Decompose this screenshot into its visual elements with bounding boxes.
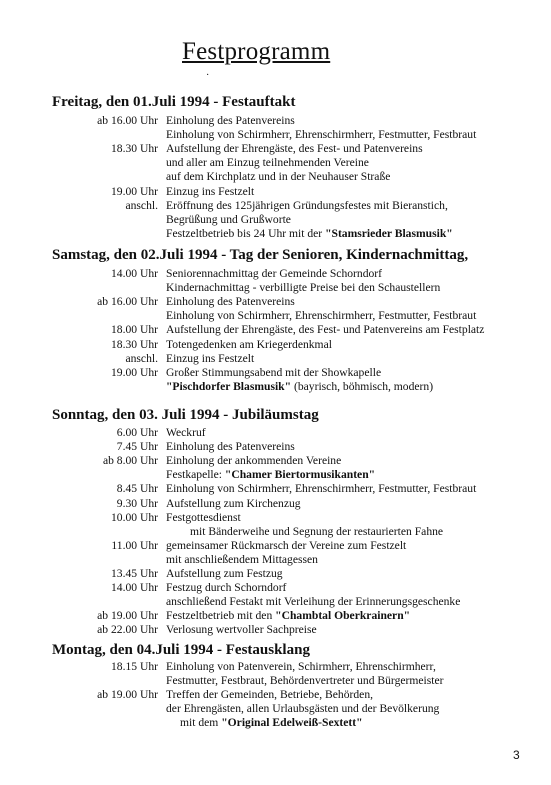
schedule-row [0, 323, 551, 337]
schedule-description: Weckruf [166, 426, 206, 439]
schedule-time: 7.45 Uhr [116, 440, 158, 454]
schedule-row [0, 128, 551, 142]
schedule-description: mit Bänderweihe und Segnung der restaurierten Fahne [190, 524, 444, 538]
schedule-description: der Ehrengästen, allen Urlaubsgästen und der Bevölkerung [166, 702, 440, 716]
schedule-description: Festzug durch Schorndorf [166, 581, 287, 595]
schedule-row [0, 688, 551, 702]
schedule-row [0, 309, 551, 323]
schedule-row [0, 567, 551, 581]
schedule-time: 8.45 Uhr [116, 482, 158, 496]
schedule-description: Treffen der Gemeinden, Betriebe, Behörden, [166, 688, 374, 702]
schedule-row [0, 674, 551, 688]
schedule-row [0, 581, 551, 595]
schedule-row [0, 468, 551, 482]
schedule-time: 18.30 Uhr [110, 142, 158, 156]
schedule-description: Eröffnung des 125jährigen Gründungsfestes mit Bieranstich, [166, 198, 448, 212]
schedule-time: 9.30 Uhr [116, 496, 158, 510]
schedule-description: Festzeltbetrieb mit den "Chambtal Oberkrainern" [166, 609, 411, 623]
schedule-row [0, 338, 551, 352]
schedule-description: auf dem Kirchplatz und in der Neuhauser Straße [166, 170, 391, 184]
decorative-dot: · [206, 70, 210, 81]
schedule-time: 18.15 Uhr [110, 660, 158, 673]
schedule-row [0, 609, 551, 623]
schedule-row [0, 426, 551, 440]
schedule-description: Begrüßung und Grußworte [166, 212, 291, 226]
schedule-row [0, 553, 551, 567]
schedule-row [0, 170, 551, 184]
schedule-row [0, 539, 551, 553]
schedule-row [0, 142, 551, 156]
schedule-description: Kindernachmittag - verbilligte Preise bei den Schaustellern [166, 281, 441, 295]
schedule-row [0, 227, 551, 241]
schedule-row [0, 185, 551, 199]
schedule-row [0, 295, 551, 309]
schedule-description: Aufstellung der Ehrengäste, des Fest- und Patenvereins [166, 142, 423, 156]
schedule-time: ab 19.00 Uhr [97, 609, 158, 623]
schedule-description: Aufstellung zum Festzug [166, 567, 283, 580]
schedule-row [0, 440, 551, 454]
schedule-time: 18.00 Uhr [110, 323, 158, 337]
schedule-row [0, 525, 551, 539]
day-heading: Samstag, den 02.Juli 1994 - Tag der Senioren, Kindernachmittag, [52, 247, 469, 263]
schedule-row [0, 114, 551, 128]
schedule-time: ab 22.00 Uhr [97, 623, 158, 637]
schedule-description: Einholung von Schirmherr, Ehrenschirmherr, Festmutter, Festbraut [166, 128, 477, 142]
schedule-description: Einholung von Schirmherr, Ehrenschirmherr, Festmutter, Festbraut [166, 482, 477, 496]
schedule-row [0, 702, 551, 716]
day-heading: Sonntag, den 03. Juli 1994 - Jubiläumstag [52, 407, 319, 423]
schedule-row [0, 454, 551, 468]
schedule-description: mit anschließendem Mittagessen [166, 552, 318, 566]
schedule-time: 11.00 Uhr [111, 538, 158, 552]
schedule-description: Festkapelle: "Chamer Biertormusikanten" [166, 468, 376, 482]
schedule-description: "Pischdorfer Blasmusik" (bayrisch, böhmisch, modern) [166, 379, 434, 393]
schedule-time: anschl. [125, 351, 158, 365]
schedule-row [0, 511, 551, 525]
schedule-description: und aller am Einzug teilnehmenden Vereine [166, 156, 369, 170]
schedule-time: 10.00 Uhr [110, 510, 158, 524]
schedule-time: 18.30 Uhr [110, 337, 158, 351]
schedule-row [0, 623, 551, 637]
day-heading: Montag, den 04.Juli 1994 - Festausklang [52, 642, 310, 658]
page-number: 3 [513, 748, 520, 762]
schedule-description: Einholung des Patenvereins [166, 114, 295, 127]
schedule-description: Seniorennachmittag der Gemeinde Schorndorf [166, 267, 383, 280]
schedule-time: anschl. [125, 198, 158, 212]
schedule-description: Aufstellung zum Kirchenzug [166, 496, 301, 510]
schedule-row [0, 497, 551, 511]
schedule-description: Totengedenken am Kriegerdenkmal [166, 337, 332, 351]
schedule-row [0, 366, 551, 380]
schedule-description: Festgottesdienst [166, 510, 241, 524]
schedule-row [0, 281, 551, 295]
schedule-time: 19.00 Uhr [110, 365, 158, 379]
schedule-description: Verlosung wertvoller Sachpreise [166, 623, 317, 637]
schedule-time: ab 16.00 Uhr [97, 114, 158, 127]
schedule-description: Einholung der ankommenden Vereine [166, 454, 342, 468]
schedule-row [0, 380, 551, 394]
schedule-description: Festmutter, Festbraut, Behördenvertreter und Bürgermeister [166, 674, 444, 688]
schedule-time: 14.00 Uhr [110, 581, 158, 595]
schedule-description: Einholung von Patenverein, Schirmherr, Ehrenschirmherr, [166, 660, 436, 673]
schedule-row [0, 199, 551, 213]
schedule-row [0, 595, 551, 609]
schedule-time: ab 8.00 Uhr [102, 454, 158, 468]
schedule-description: Einholung des Patenvereins [166, 440, 295, 454]
schedule-row [0, 352, 551, 366]
schedule-row [0, 482, 551, 496]
page-title: Festprogramm [182, 38, 331, 65]
schedule-time: ab 16.00 Uhr [97, 295, 158, 309]
schedule-description: Einzug ins Festzelt [166, 184, 255, 198]
schedule-description: Einholung von Schirmherr, Ehrenschirmherr, Festmutter, Festbraut [166, 309, 477, 323]
schedule-row [0, 267, 551, 281]
schedule-row [0, 716, 551, 730]
schedule-description: Aufstellung der Ehrengäste, des Fest- und Patenvereins am Festplatz [166, 323, 485, 337]
schedule-time: 19.00 Uhr [110, 184, 158, 198]
schedule-time: ab 19.00 Uhr [97, 688, 158, 702]
schedule-description: Festzeltbetrieb bis 24 Uhr mit der "Stamsrieder Blasmusik" [166, 226, 453, 240]
schedule-row [0, 156, 551, 170]
schedule-description: mit dem "Original Edelweiß-Sextett" [180, 716, 363, 730]
schedule-row [0, 660, 551, 674]
schedule-time: 13.45 Uhr [110, 567, 158, 580]
schedule-time: 6.00 Uhr [116, 426, 158, 439]
schedule-description: anschließend Festakt mit Verleihung der Erinnerungsgeschenke [166, 595, 461, 609]
schedule-description: Einholung des Patenvereins [166, 295, 295, 309]
schedule-row [0, 213, 551, 227]
schedule-description: Großer Stimmungsabend mit der Showkapelle [166, 365, 382, 379]
day-heading: Freitag, den 01.Juli 1994 - Festauftakt [52, 94, 296, 110]
schedule-description: Einzug ins Festzelt [166, 351, 255, 365]
schedule-description: gemeinsamer Rückmarsch der Vereine zum Festzelt [166, 538, 407, 552]
schedule-time: 14.00 Uhr [110, 267, 158, 280]
